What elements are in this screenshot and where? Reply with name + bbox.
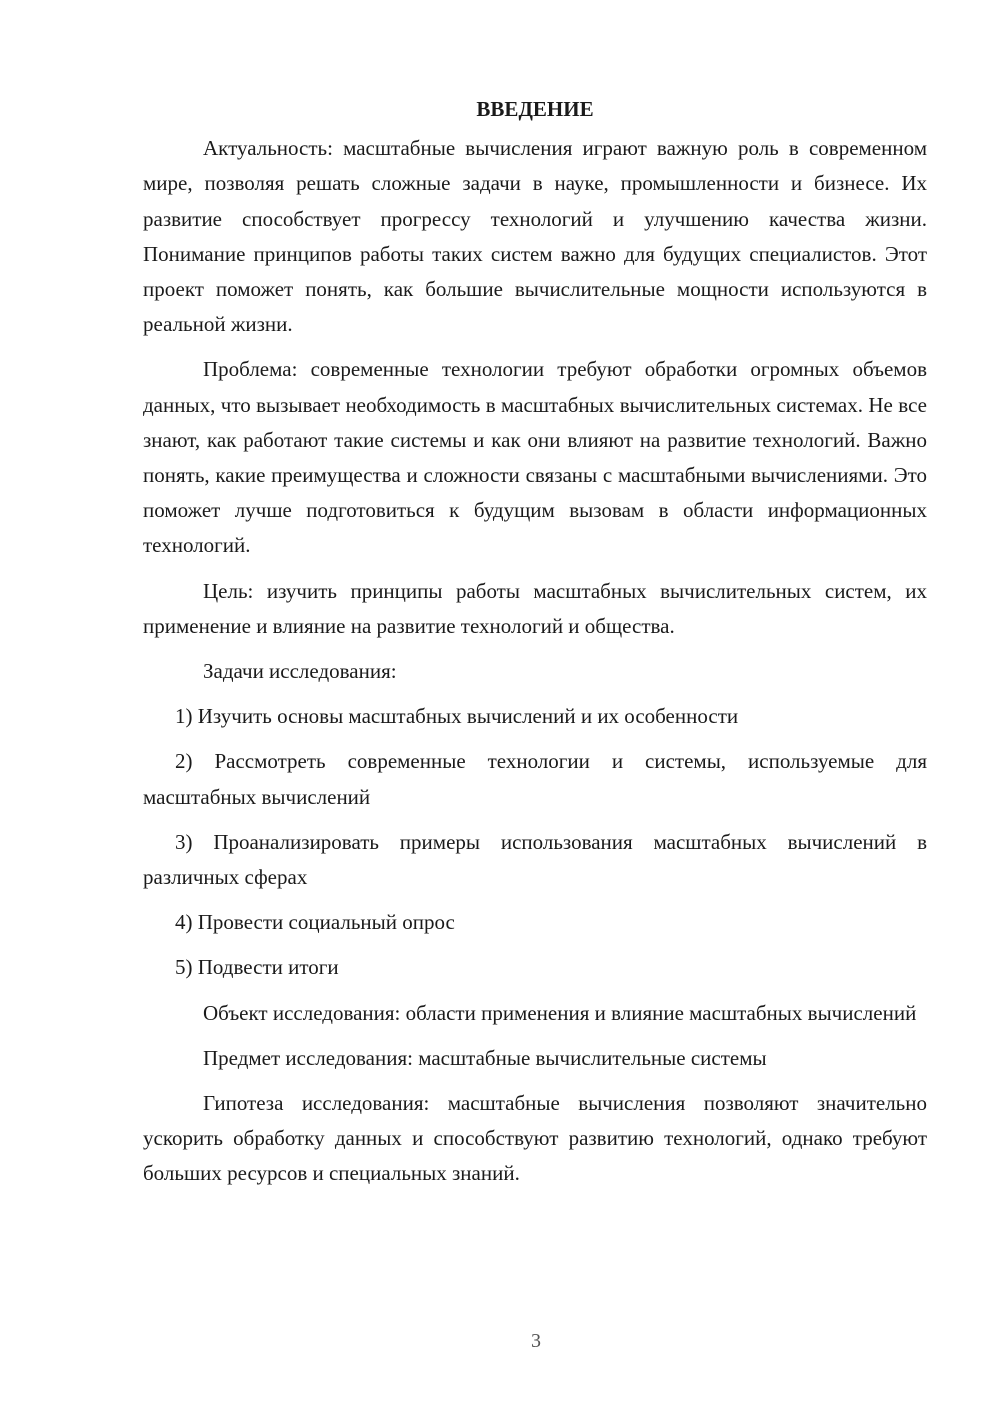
page-number: 3 [531, 1330, 541, 1352]
section-title: ВВЕДЕНИЕ [476, 97, 594, 121]
subject-paragraph: Предмет исследования: масштабные вычислительные системы [203, 1045, 767, 1070]
tasks-heading: Задачи исследования: [203, 659, 397, 684]
document-body [143, 92, 927, 1202]
task-item-5: 5) Подвести итоги [175, 955, 339, 980]
problem-paragraph: Проблема: современные технологии требуют обработки огромных объемов данных, что вызывает необходимость в масштабных вычислительных системах. Не все знают, как работают такие системы и как они влияют на развитие технологий. Важно понять, какие преимущества и сложности связаны с масштабными вычислениями. Это поможет лучше подготовиться к будущим вызовам в области информационных технологий. [143, 357, 927, 558]
task-item-4: 4) Провести социальный опрос [175, 910, 455, 935]
task-item-1: 1) Изучить основы масштабных вычислений и их особенности [175, 704, 739, 729]
task-item-2: 2) Рассмотреть современные технологии и системы, используемые для масштабных вычислений [143, 749, 927, 809]
hypothesis-paragraph: Гипотеза исследования: масштабные вычисления позволяют значительно ускорить обработку данных и способствуют развитию технологий, однако требуют больших ресурсов и специальных знаний. [143, 1091, 927, 1186]
relevance-paragraph: Актуальность: масштабные вычисления играют важную роль в современном мире, позволяя решать сложные задачи в науке, промышленности и бизнесе. Их развитие способствует прогрессу технологий и улучшению качества жизни. Понимание принципов работы таких систем важно для будущих специалистов. Этот проект поможет понять, как большие вычислительные мощности используются в реальной жизни. [143, 136, 927, 337]
goal-paragraph: Цель: изучить принципы работы масштабных вычислительных систем, их применение и влияние на развитие технологий и общества. [143, 578, 927, 638]
task-item-3: 3) Проанализировать примеры использования масштабных вычислений в различных сферах [143, 829, 927, 890]
object-paragraph: Объект исследования: области применения и влияние масштабных вычислений [203, 1000, 917, 1025]
